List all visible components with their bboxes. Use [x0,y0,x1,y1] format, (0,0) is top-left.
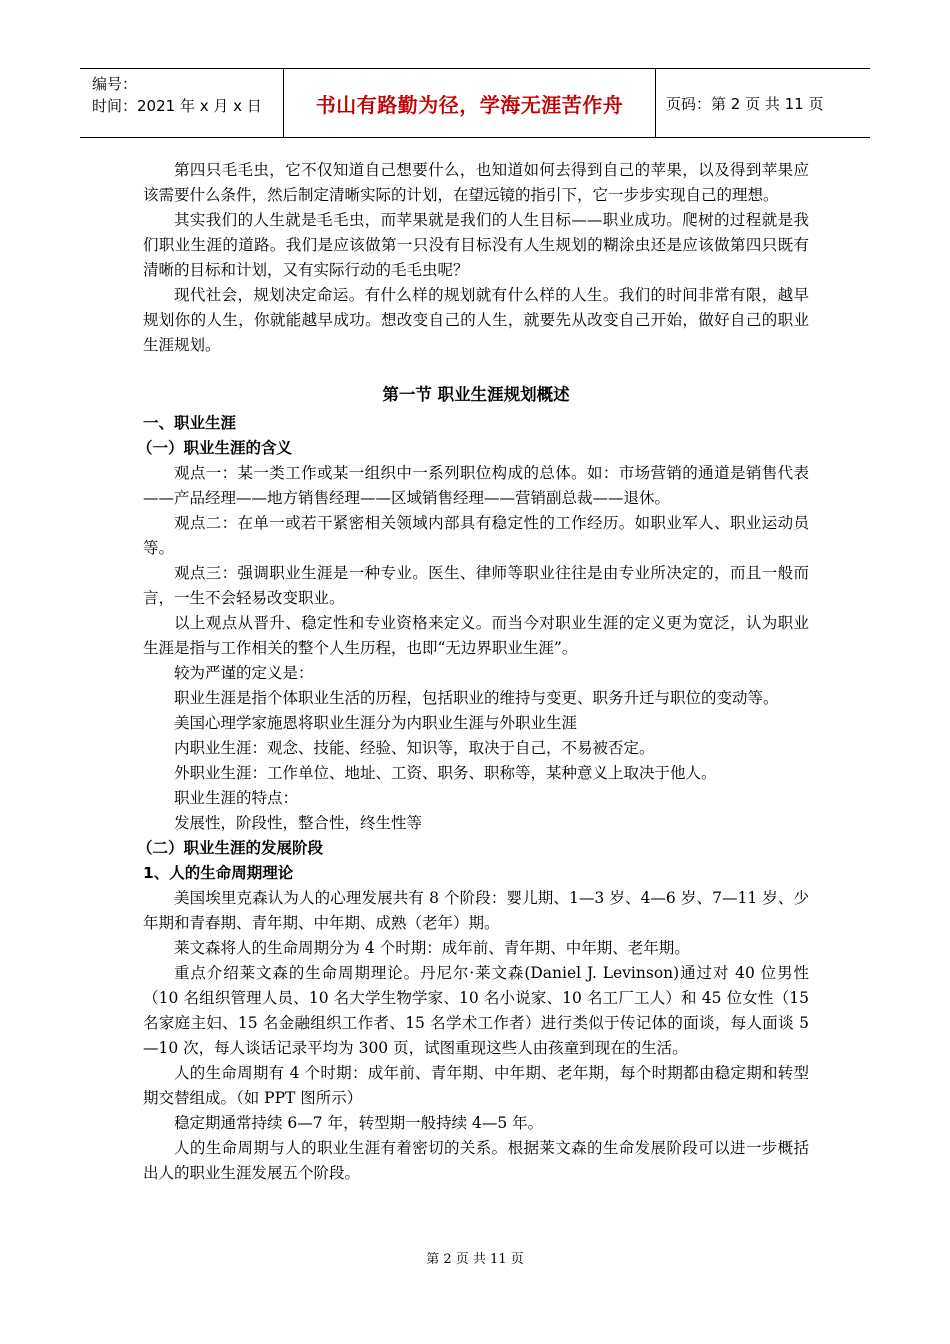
paragraph: 以上观点从晋升、稳定性和专业资格来定义。而当今对职业生涯的定义更为宽泛，认为职业生涯是指与工作相关的整个人生历程，也即“无边界职业生涯”。 [143,614,809,657]
paragraph: 内职业生涯：观念、技能、经验、知识等，取决于自己，不易被否定。 [174,739,655,757]
paragraph: 较为严谨的定义是： [174,664,314,682]
paragraph: 发展性，阶段性，整合性，终生性等 [174,814,423,832]
paragraph: 外职业生涯：工作单位、地址、工资、职务、职称等，某种意义上取决于他人。 [174,764,717,782]
header-motto: 书山有路勤为径，学海无涯苦作舟 [284,69,656,137]
paragraph: 观点一：某一类工作或某一组织中一系列职位构成的总体。如：市场营销的通道是销售代表——产品经理——地方销售经理——区域销售经理——营销副总裁——退休。 [143,464,809,507]
paragraph: 观点二：在单一或若干紧密相关领域内部具有稳定性的工作经历。如职业军人、职业运动员等。 [143,514,809,557]
paragraph: 美国心理学家施恩将职业生涯分为内职业生涯与外职业生涯 [174,714,578,732]
section-title: 第一节 职业生涯规划概述 [382,385,570,404]
heading-1: 一、职业生涯 [143,414,237,432]
heading-1-2-1: 1、人的生命周期理论 [143,864,294,882]
paragraph: 美国埃里克森认为人的心理发展共有 8 个阶段：婴儿期、1—3 岁、4—6 岁、7—11 岁、少年期和青春期、青年期、中年期、成熟（老年）期。 [143,889,809,932]
paragraph: 现代社会，规划决定命运。有什么样的规划就有什么样的人生。我们的时间非常有限，越早规划你的人生，你就能越早成功。想改变自己的人生，就要先从改变自己开始，做好自己的职业生涯规划。 [143,286,809,354]
paragraph: 其实我们的人生就是毛毛虫，而苹果就是我们的人生目标——职业成功。爬树的过程就是我们职业生涯的道路。我们是应该做第一只没有目标没有人生规划的糊涂虫还是应该做第四只既有清晰的目标和计划，又有实际行动的毛毛虫呢？ [143,211,809,279]
paragraph: 职业生涯是指个体职业生活的历程，包括职业的维持与变更、职务升迁与职位的变动等。 [174,689,779,707]
paragraph: 职业生涯的特点： [174,789,299,807]
paragraph: 重点介绍莱文森的生命周期理论。丹尼尔·莱文森(Daniel J. Levinson)通过对 40 位男性（10 名组织管理人员、10 名大学生物学家、10 名小说家、10 名工厂工人）和 45 位女性（15 名家庭主妇、15 名金融组织工作者、15 名学术工作者）进行类似于传记体的面谈，每人面谈 5—10 次，每人谈话记录平均为 300 页，试图重现这些人由孩童到现在的生活。 [143,964,809,1057]
paragraph: 人的生命周期与人的职业生涯有着密切的关系。根据莱文森的生命发展阶段可以进一步概括出人的职业生涯发展五个阶段。 [143,1139,809,1182]
heading-1-1: （一）职业生涯的含义 [137,439,293,457]
page-footer: 第 2 页 共 11 页 [426,1252,524,1267]
page-header [80,68,870,138]
header-page-info: 页码：第 2 页 共 11 页 [666,94,824,113]
paragraph: 第四只毛毛虫，它不仅知道自己想要什么，也知道如何去得到自己的苹果，以及得到苹果应该需要什么条件，然后制定清晰实际的计划，在望远镜的指引下，它一步步实现自己的理想。 [143,161,809,204]
number-label: 编号： [92,75,138,93]
date-label: 时间：2021 年 x 月 x 日 [92,97,262,115]
paragraph: 莱文森将人的生命周期分为 4 个时期：成年前、青年期、中年期、老年期。 [174,939,690,957]
heading-1-2: （二）职业生涯的发展阶段 [137,839,324,857]
paragraph: 稳定期通常持续 6—7 年，转型期一般持续 4—5 年。 [174,1114,544,1132]
paragraph: 观点三：强调职业生涯是一种专业。医生、律师等职业往往是由专业所决定的，而且一般而言，一生不会轻易改变职业。 [143,564,809,607]
paragraph: 人的生命周期有 4 个时期：成年前、青年期、中年期、老年期，每个时期都由稳定期和转型期交替组成。（如 PPT 图所示） [143,1064,809,1107]
document-body [137,158,809,1186]
header-meta [80,69,284,137]
